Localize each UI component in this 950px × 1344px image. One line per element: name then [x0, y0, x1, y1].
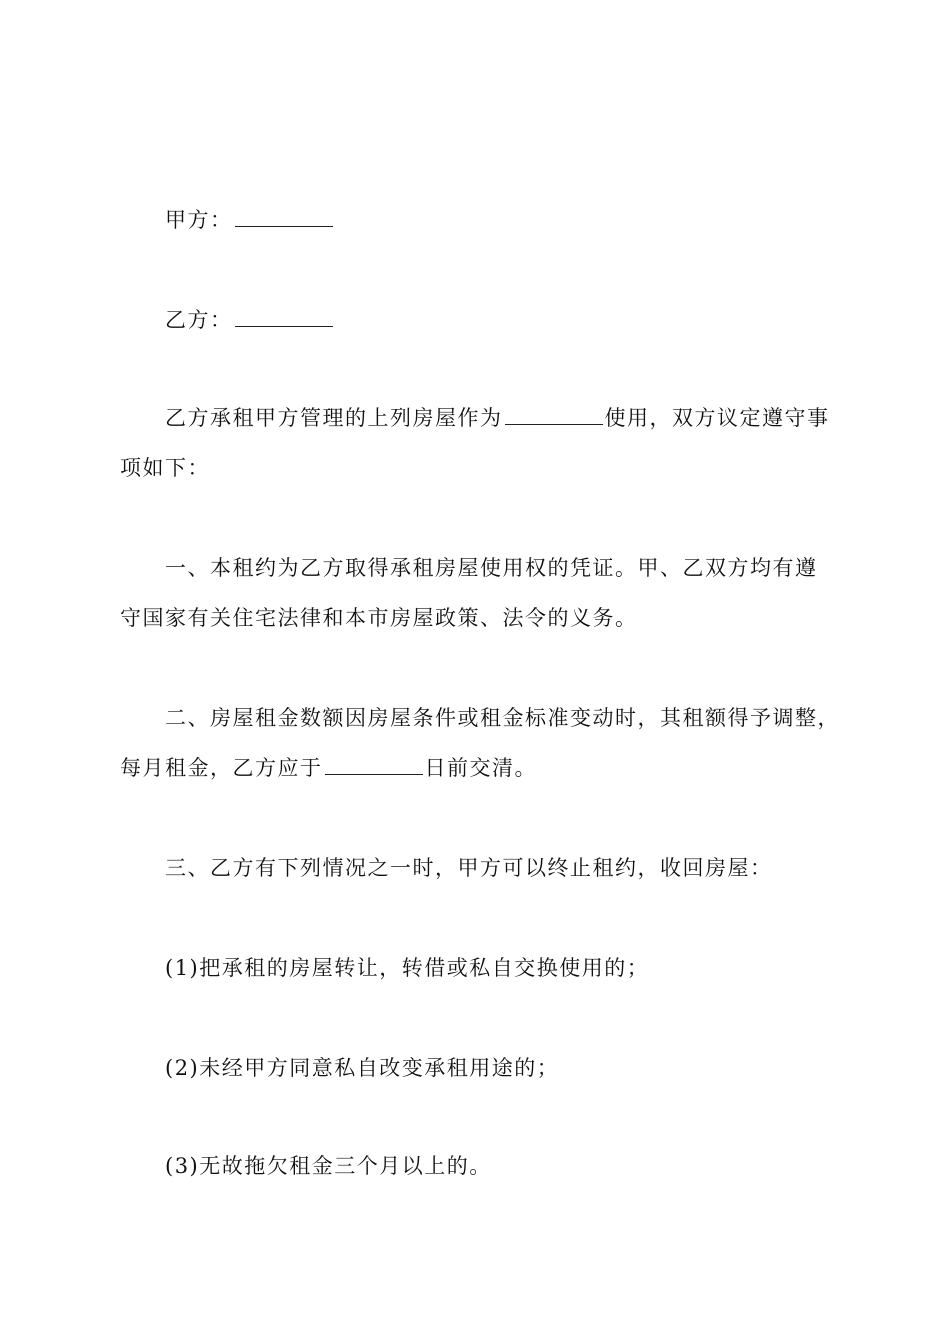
due-date-blank — [325, 756, 423, 775]
clause-2-line-2 — [120, 755, 537, 781]
party-a-blank — [235, 208, 333, 227]
clause-1-line-1: 一、本租约为乙方取得承租房屋使用权的凭证。甲、乙双方均有遵 — [165, 556, 818, 580]
list-item: (2)未经甲方同意私自改变承租用途的； — [165, 1056, 560, 1080]
clause-1-line-2: 守国家有关住宅法律和本市房屋政策、法令的义务。 — [120, 606, 638, 630]
party-b-label: 乙方： — [165, 308, 233, 332]
intro-text-2: 使用，双方议定遵守事 — [604, 406, 830, 430]
party-a-label: 甲方： — [165, 208, 233, 232]
clause-2-text-2: 日前交清。 — [424, 756, 537, 780]
intro-line-2: 项如下： — [120, 456, 210, 480]
clause-3-line-1: 三、乙方有下列情况之一时，甲方可以终止租约，收回房屋： — [165, 856, 773, 880]
clause-2-text-1: 每月租金，乙方应于 — [120, 756, 323, 780]
party-b-blank — [235, 308, 333, 327]
intro-text-1: 乙方承租甲方管理的上列房屋作为 — [165, 406, 503, 430]
usage-blank — [505, 406, 603, 425]
intro-line-1 — [165, 405, 830, 431]
list-item: (3)无故拖欠租金三个月以上的。 — [165, 1154, 492, 1178]
party-b-line — [165, 307, 335, 333]
list-item: (1)把承租的房屋转让，转借或私自交换使用的； — [165, 956, 650, 980]
clause-2-line-1: 二、房屋租金数额因房屋条件或租金标准变动时，其租额得予调整， — [165, 706, 840, 730]
party-a-line — [165, 207, 335, 233]
